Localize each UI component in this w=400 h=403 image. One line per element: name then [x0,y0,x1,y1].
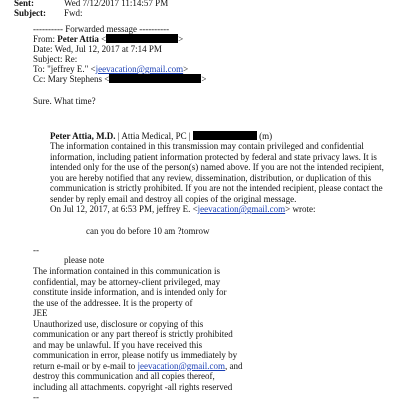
footer-return-prefix: return e-mail or by e-mail to [33,360,138,371]
subject-label: Subject: [14,8,46,18]
separator-dash: -- [33,392,39,402]
from-label: From: [33,34,58,44]
footer-line: and may be unlawful. If you have received this [33,339,203,350]
footer-notice [33,266,242,392]
footer-line: JEE [33,308,48,318]
disclaimer-line: communication is strictly prohibited. If you are not the intended recipient, please contact the [50,183,383,193]
footer-line: including all attachments. copyright -all rights reserved [33,381,233,392]
footer-line: Unauthorized use, disclosure or copying of this [33,318,204,329]
wrote-suffix: > wrote: [285,204,316,214]
redaction-bar [106,34,178,43]
subject-value: Fwd: [64,8,83,18]
date-line: Date: Wed, Jul 12, 2017 at 7:14 PM [33,44,162,54]
from-name: Peter Attia [57,34,99,44]
sent-value: Wed 7/12/2017 11:14:57 PM [64,0,169,8]
quoted-text: can you do before 10 am ?tomrow [86,226,210,236]
footer-line: communication or any part thereof is strictly prohibited [33,329,233,339]
signature-disclaimer [50,141,384,204]
reply-text: Sure. What time? [33,96,96,106]
subject-line: Subject: Re: [33,54,78,64]
signature-org: | Attia Medical, PC | [115,131,193,141]
cc-suffix: > [201,74,207,84]
separator-dash: -- [33,245,39,255]
disclaimer-line: The information contained in this transmission may contain privileged and confidential [50,141,364,151]
cc-line [33,74,206,85]
to-prefix: To: "jeffrey E." < [33,64,96,74]
disclaimer-line: you are hereby notified that any review, dissemination, distribution, or duplication of this [50,172,372,183]
signature-phone-suffix: (m) [256,131,273,141]
redaction-bar [109,74,201,83]
to-suffix: > [183,64,189,74]
footer-email-link[interactable]: jeevacation@gmail.com [137,360,225,371]
signature-line [50,131,272,142]
footer-return-line [33,361,242,372]
disclaimer-line: intended only for the use of the person(s) named above. If you are not the intended recipient, [50,162,384,172]
footer-line: destroy this communication and all copies thereof, [33,371,215,381]
disclaimer-line: information, including patient information protected by federal and state privacy laws. It is [50,151,377,162]
footer-line: the use of the addressee. It is the property of [33,297,193,308]
redaction-bar [193,131,257,140]
to-line [33,64,188,75]
footer-line: constitute inside information, and is intended only for [33,287,227,297]
wrote-prefix: On Jul 12, 2017, at 6:53 PM, jeffrey E. < [50,204,198,214]
from-close: > [178,34,184,44]
signature-name: Peter Attia, M.D. [50,131,116,141]
sent-label: Sent: [14,0,34,8]
to-email-link[interactable]: jeevacation@gmail.com [95,64,184,74]
forwarded-divider: ---------- Forwarded message ---------- [33,24,170,34]
footer-line: confidential, may be attorney-client privileged, may [33,276,221,287]
from-open: < [98,34,107,44]
wrote-line [50,204,316,215]
wrote-email-link[interactable]: jeevacation@gmail.com [197,204,286,214]
footer-line: communication in error, please notify us immediately by [33,350,238,360]
please-note: please note [64,255,105,265]
footer-line: The information contained in this communication is [33,266,220,276]
footer-return-suffix: , and [224,360,243,371]
disclaimer-line: sender by reply email and destroy all copies of the original message. [50,193,297,204]
cc-prefix: Cc: Mary Stephens < [33,74,110,84]
from-line [33,34,183,45]
